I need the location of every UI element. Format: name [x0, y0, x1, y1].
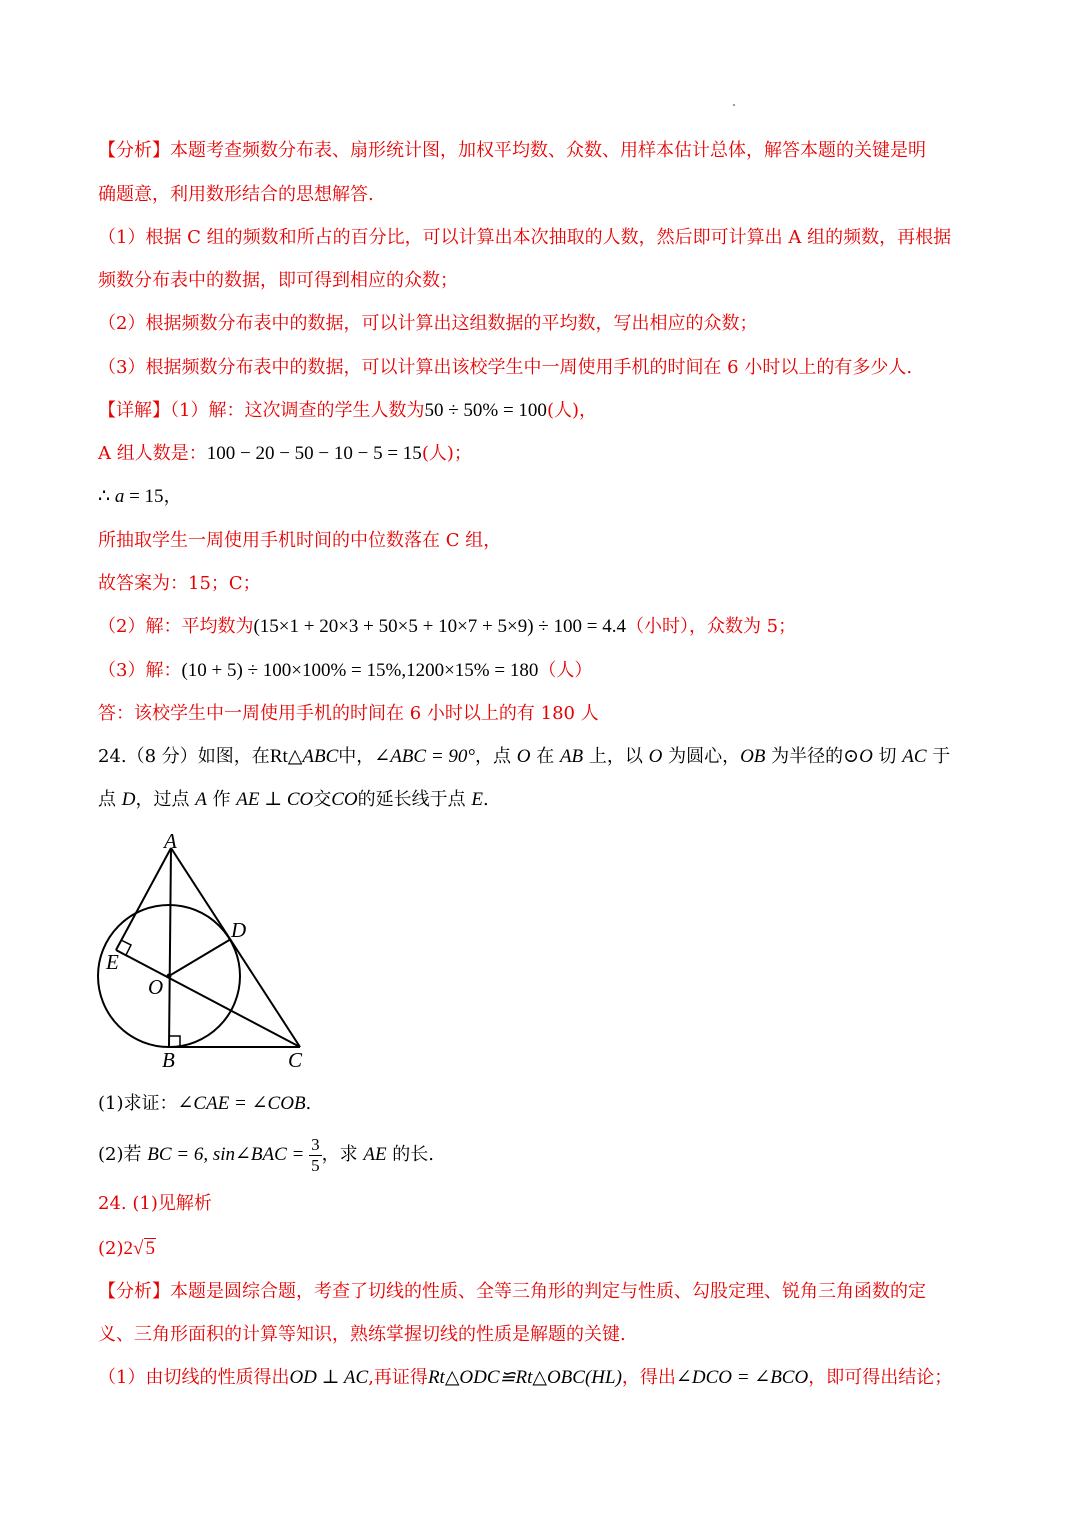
detail-line-3 [98, 484, 182, 510]
analysis-tag: 【分析】 [98, 1281, 170, 1302]
math-expression: OD ⊥ AC [289, 1367, 369, 1388]
analysis2-line-3 [98, 1365, 952, 1391]
fraction [309, 1135, 322, 1176]
label-c: C [288, 1048, 303, 1072]
analysis-line-5: （2）根据频数分布表中的数据，可以计算出这组数据的平均数，写出相应的众数； [98, 313, 758, 334]
punct: ， [163, 486, 182, 507]
detail-text: （小时），众数为 5； [625, 616, 797, 637]
q-text: 的长. [386, 1144, 435, 1165]
q-text: 于 [926, 746, 951, 767]
math-expression: 50 ÷ 50% = 100 [424, 400, 547, 421]
label-e: E [106, 950, 119, 974]
therefore-symbol: ∴ [98, 486, 115, 507]
math-var: D [121, 789, 136, 810]
geometry-figure [88, 826, 348, 1076]
math-var: OB [740, 746, 766, 767]
math-var: AC [902, 746, 927, 767]
math-expression: (10 + 5) ÷ 100×100% = 15%,1200×15% = 180 [181, 660, 539, 681]
segment-od [169, 939, 231, 976]
math-var: a [114, 486, 125, 507]
right-angle-b [169, 1036, 180, 1047]
numerator: 3 [311, 1134, 320, 1154]
detail-line-5: 故答案为：15；C； [98, 573, 261, 594]
math-expression: Rt△ODC≌Rt△OBC(HL) [427, 1367, 622, 1388]
segment-ab [169, 848, 171, 1047]
circle-symbol: ⊙ [843, 746, 860, 767]
q-text: 切 [872, 746, 903, 767]
segment-ec [116, 950, 300, 1047]
math-var: A [195, 789, 207, 810]
punct: ， [578, 400, 597, 421]
math-coef: 2 [123, 1238, 133, 1259]
analysis-line-6: （3）根据频数分布表中的数据，可以计算出该校学生中一周使用手机的时间在 6 小时以上的有多少人. [98, 357, 913, 378]
math-var: E [471, 789, 483, 810]
detail-text: （2）解：平均数为 [98, 616, 254, 637]
sub-question-1 [98, 1091, 311, 1117]
detail-text: （3）解： [98, 660, 182, 681]
analysis-text: 本题是圆综合题，考查了切线的性质、全等三角形的判定与性质、勾股定理、锐角三角函数的定 [170, 1281, 926, 1302]
answer-24-line-1: 24. (1)见解析 [98, 1193, 212, 1214]
math-expression: (15×1 + 20×3 + 50×5 + 10×7 + 5×9) ÷ 100 = 4.4 [253, 616, 626, 637]
q-text: 为半径的 [765, 746, 844, 767]
denominator: 5 [311, 1155, 320, 1175]
math-var: O [516, 746, 531, 767]
detail-line-1 [98, 398, 597, 424]
analysis-text: ，即可得出结论； [808, 1367, 953, 1388]
detail-text: A 组人数是： [98, 443, 207, 464]
q-text: 24.（8 分）如图，在 [98, 746, 270, 767]
scan-dot [733, 104, 735, 106]
math-expression: BC = 6, sin∠BAC = [147, 1144, 310, 1165]
answer-24-line-2 [98, 1236, 156, 1262]
punct: ； [453, 443, 472, 464]
math-expression: 100 − 20 − 50 − 10 − 5 = 15 [206, 443, 422, 464]
q-text: ，过点 [135, 789, 196, 810]
analysis-text: 本题考查频数分布表、扇形统计图，加权平均数、众数、用样本估计总体，解答本题的关键是明 [170, 140, 926, 161]
unit: (人) [546, 400, 579, 421]
analysis-text: （1）由切线的性质得出 [98, 1367, 290, 1388]
question-24-line-2 [98, 787, 489, 813]
detail-line-2 [98, 441, 472, 467]
q-text: 在 [530, 746, 560, 767]
label-a: A [164, 829, 177, 853]
q-text: 上，以 [583, 746, 649, 767]
analysis2-line-2: 义、三角形面积的计算等知识，熟练掌握切线的性质是解题的关键. [98, 1324, 626, 1345]
math-expression: = 15 [124, 486, 164, 507]
sqrt-symbol: √ [133, 1238, 144, 1259]
q-text: 作 [206, 789, 237, 810]
analysis-line-1 [98, 138, 926, 164]
math-var: AB [559, 746, 584, 767]
analysis-text: ，得出 [621, 1367, 676, 1388]
detail-line-7 [98, 658, 592, 684]
radicand: 5 [145, 1238, 155, 1259]
analysis-text: ,再证得 [368, 1367, 428, 1388]
segment-ae [116, 848, 171, 950]
sub-question-2 [98, 1133, 434, 1177]
analysis-line-3: （1）根据 C 组的频数和所占的百分比，可以计算出本次抽取的人数，然后即可计算出 A 组的频数，再根据 [98, 227, 952, 248]
q-text: 中， [338, 746, 375, 767]
detail-tag: 【详解】 [98, 400, 170, 421]
analysis-line-4: 频数分布表中的数据，即可得到相应的众数； [98, 270, 458, 291]
punct: . [305, 1093, 312, 1114]
unit: (人) [421, 443, 454, 464]
analysis2-line-1 [98, 1279, 926, 1305]
label-o: O [148, 975, 164, 999]
segment-ac [171, 848, 300, 1047]
math-var: ABC [302, 746, 339, 767]
q-text: . [483, 789, 489, 810]
math-var: AE [363, 1144, 387, 1165]
analysis-tag: 【分析】 [98, 140, 170, 161]
label-b: B [162, 1048, 175, 1072]
unit: （人） [538, 660, 593, 681]
detail-line-6 [98, 614, 796, 640]
detail-text: （1）解：这次调查的学生人数为 [170, 400, 425, 421]
q-text: (1)求证： [98, 1093, 178, 1114]
q-text: 点 [98, 789, 122, 810]
q-text: 的延长线于点 [357, 789, 472, 810]
math-var: O [859, 746, 873, 767]
label-d: D [231, 918, 247, 942]
math-expression: AE ⊥ CO [236, 789, 314, 810]
q-text: (2)若 [98, 1144, 148, 1165]
math-var: CO [331, 789, 358, 810]
math-rt: Rt△ [269, 746, 303, 767]
math-expression: ∠DCO = ∠BCO [675, 1367, 809, 1388]
math-var: O [648, 746, 663, 767]
q-text: 为圆心， [662, 746, 741, 767]
question-24-line-1 [98, 744, 950, 770]
answer-prefix: (2) [98, 1238, 124, 1259]
analysis-line-2: 确题意，利用数形结合的思想解答. [98, 184, 374, 205]
math-expression: ∠CAE = ∠COB [177, 1093, 306, 1114]
q-text: 交 [313, 789, 332, 810]
detail-line-4: 所抽取学生一周使用手机时间的中位数落在 C 组， [98, 530, 502, 551]
q-text: ，点 [475, 746, 517, 767]
math-expression: ∠ABC = 90° [374, 746, 476, 767]
detail-line-8: 答：该校学生中一周使用手机的时间在 6 小时以上的有 180 人 [98, 703, 599, 724]
q-text: ，求 [321, 1144, 364, 1165]
point-o [167, 974, 172, 979]
